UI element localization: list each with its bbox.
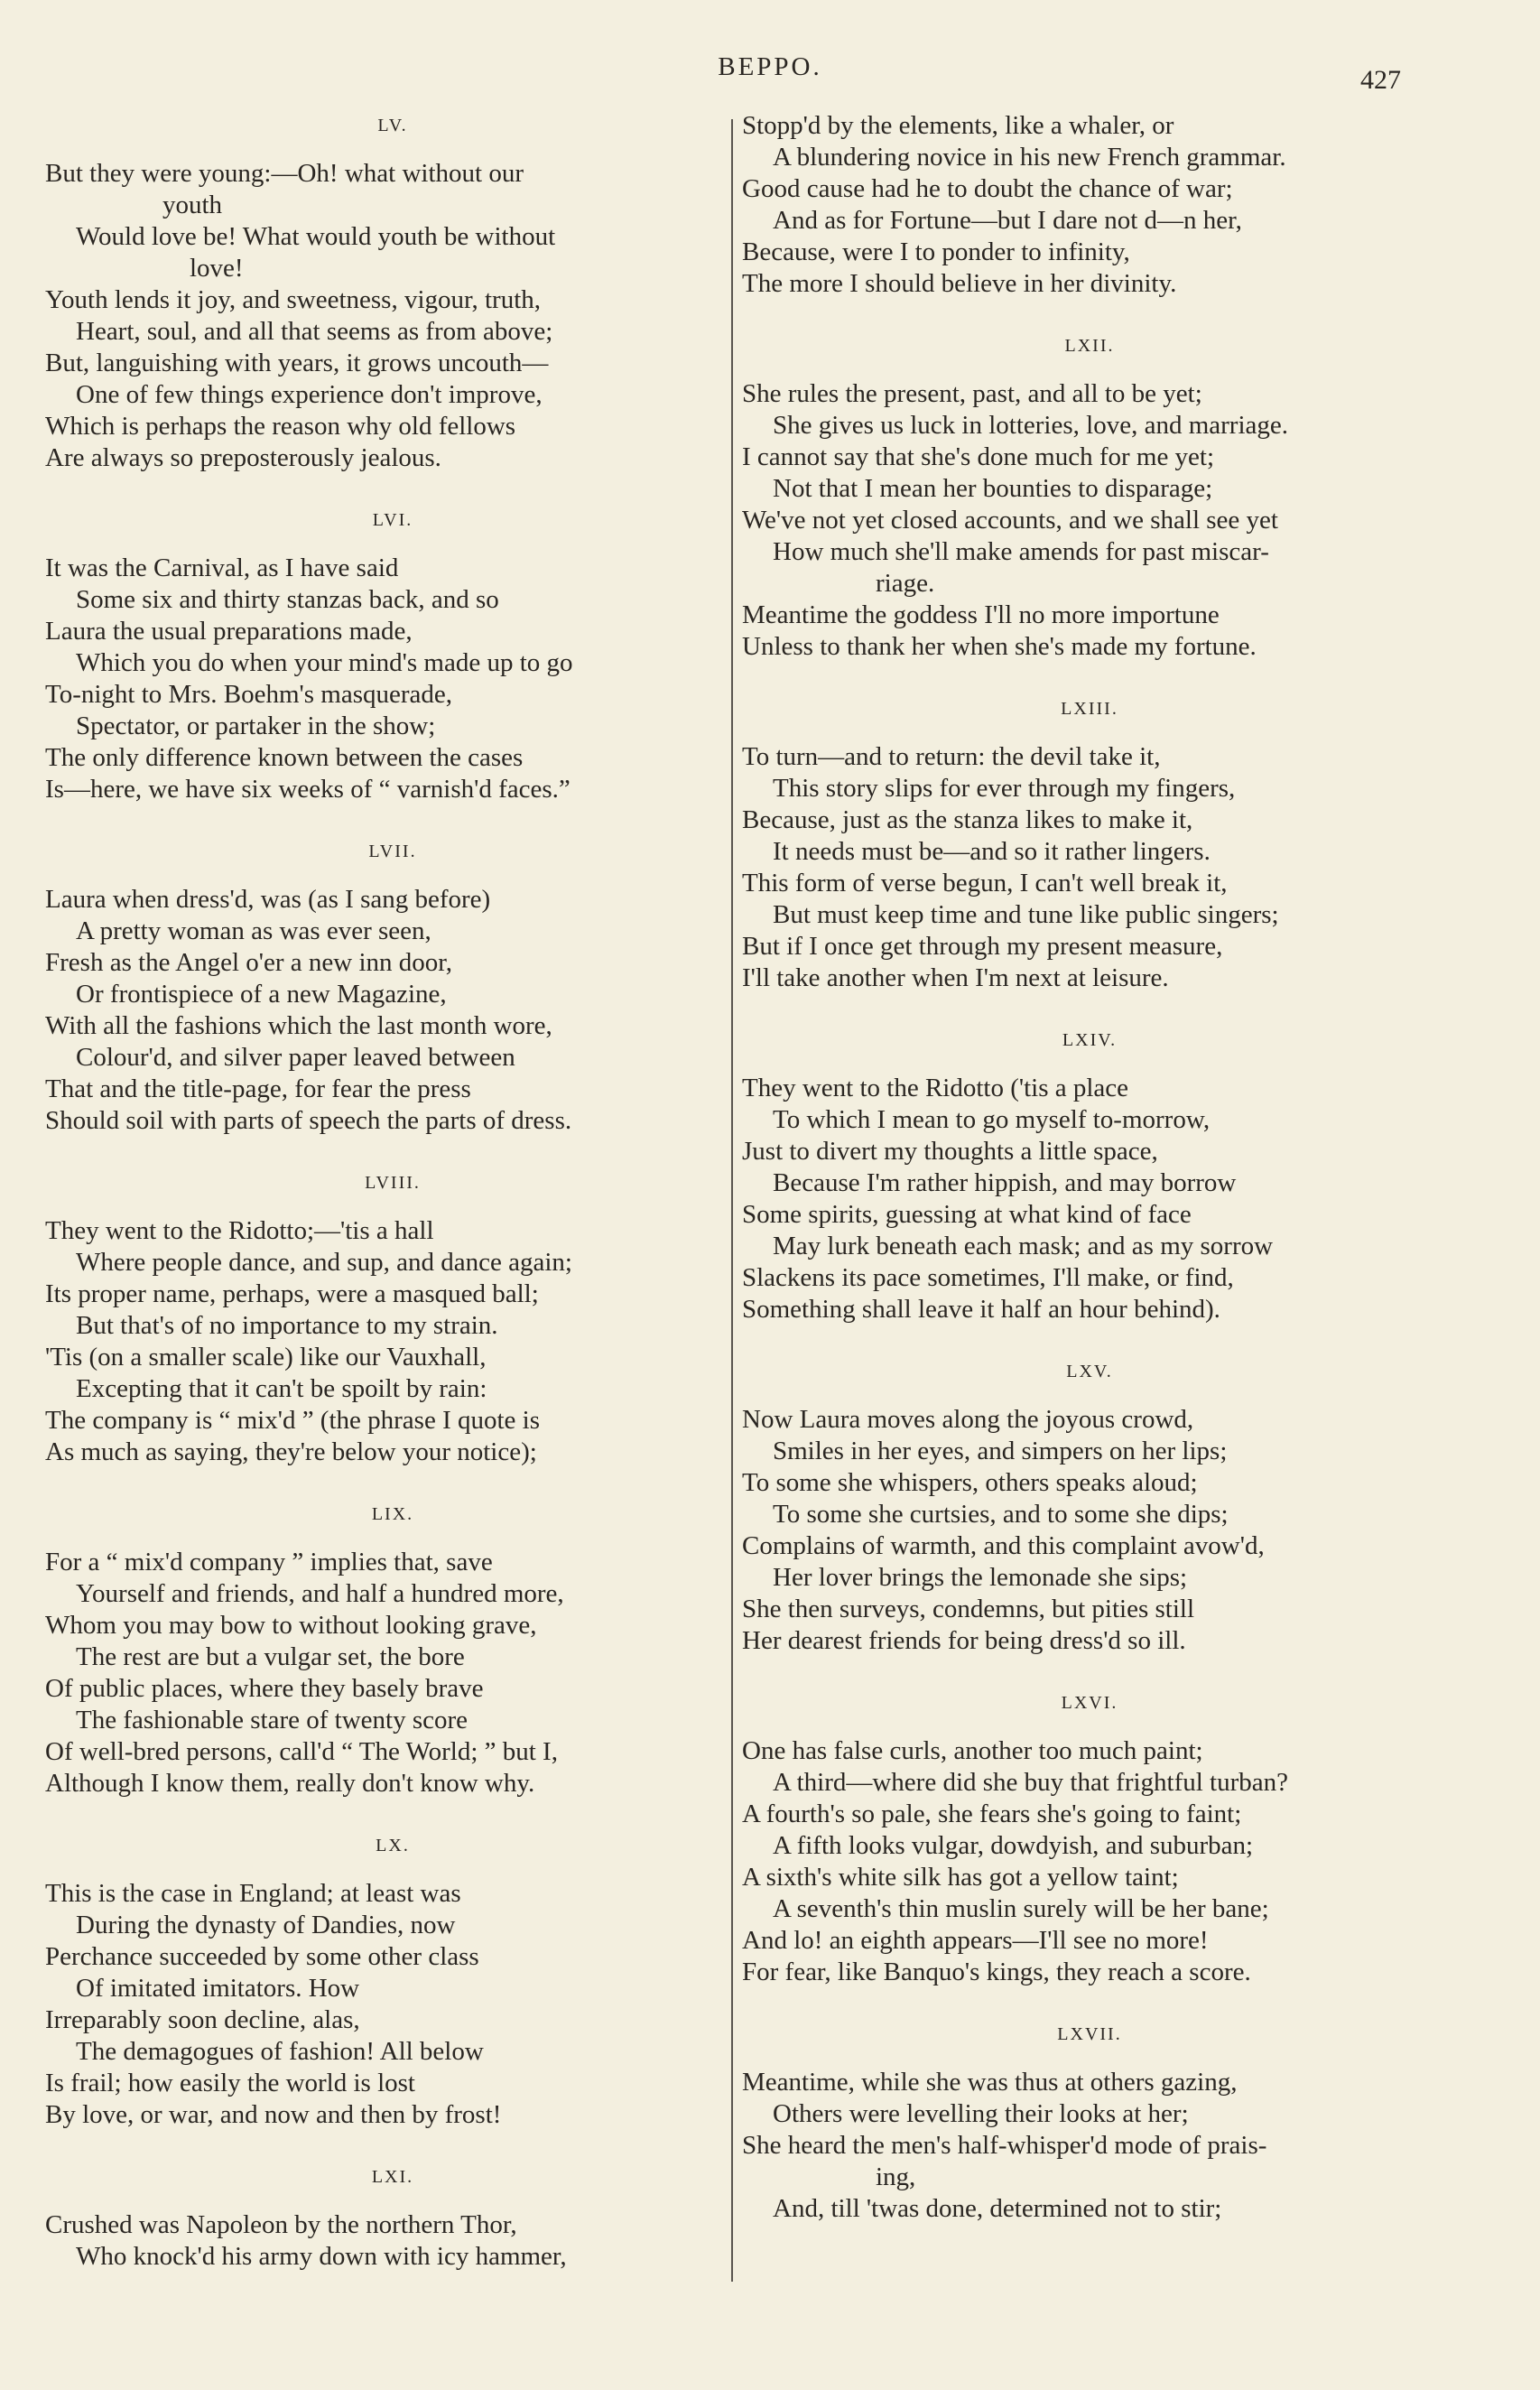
verse-line: We've not yet closed accounts, and we shall see yet xyxy=(742,506,1278,535)
stanza-numeral: LXVI. xyxy=(1061,1693,1118,1713)
verse-line: They went to the Ridotto;—'tis a hall xyxy=(45,1216,434,1245)
verse-line: The fashionable stare of twenty score xyxy=(76,1706,468,1734)
verse-line: Her lover brings the lemonade she sips; xyxy=(773,1563,1188,1592)
verse-line: Who knock'd his army down with icy hammer, xyxy=(76,2242,567,2271)
verse-line: Meantime the goddess I'll no more importune xyxy=(742,600,1220,629)
verse-line: I cannot say that she's done much for me yet; xyxy=(742,442,1215,471)
verse-line: The only difference known between the cases xyxy=(45,743,524,772)
verse-line: It needs must be—and so it rather lingers. xyxy=(773,837,1211,866)
verse-line: Its proper name, perhaps, were a masqued ball; xyxy=(45,1279,539,1308)
verse-line: To some she whispers, others speaks aloud; xyxy=(742,1468,1198,1497)
stanza-lxv xyxy=(742,1362,1437,1657)
verse-line: Meantime, while she was thus at others gazing, xyxy=(742,2068,1238,2097)
verse-line: During the dynasty of Dandies, now xyxy=(76,1911,456,1939)
verse-line: A fifth looks vulgar, dowdyish, and suburban; xyxy=(773,1831,1254,1860)
stanza-numeral: LIX. xyxy=(371,1504,414,1524)
stanza-numeral: LXI. xyxy=(371,2167,414,2187)
page-number: 427 xyxy=(1360,65,1401,95)
verse-line: Youth lends it joy, and sweetness, vigour, truth, xyxy=(45,285,542,314)
verse-line: A third—where did she buy that frightful turban? xyxy=(773,1768,1289,1797)
left-column xyxy=(45,116,740,2309)
verse-line: For a “ mix'd company ” implies that, save xyxy=(45,1548,493,1576)
stanza-lviii xyxy=(45,1173,740,1468)
verse-line: To-night to Mrs. Boehm's masquerade, xyxy=(45,680,453,709)
verse-line: Complains of warmth, and this complaint avow'd, xyxy=(742,1531,1265,1560)
verse-line: Laura the usual preparations made, xyxy=(45,617,413,646)
stanza-numeral: LXII. xyxy=(1064,336,1115,356)
stanza-lxiv xyxy=(742,1030,1437,1325)
verse-line: Unless to thank her when she's made my fortune. xyxy=(742,632,1257,661)
verse-line: With all the fashions which the last month wore, xyxy=(45,1011,552,1040)
verse-line: Now Laura moves along the joyous crowd, xyxy=(742,1405,1194,1434)
stanza-numeral: LX. xyxy=(376,1836,410,1855)
verse-line: And, till 'twas done, determined not to stir; xyxy=(773,2194,1222,2223)
stanza-lvi xyxy=(45,510,740,805)
verse-line: But must keep time and tune like public singers; xyxy=(773,900,1279,929)
verse-line: That and the title-page, for fear the press xyxy=(45,1074,471,1103)
verse-line: Some six and thirty stanzas back, and so xyxy=(76,585,499,614)
verse-line: To which I mean to go myself to-morrow, xyxy=(773,1105,1211,1134)
verse-line: Because I'm rather hippish, and may borrow xyxy=(773,1168,1237,1197)
verse-line: As much as saying, they're below your notice); xyxy=(45,1437,537,1466)
verse-line xyxy=(45,158,740,190)
verse-line: Whom you may bow to without looking grave, xyxy=(45,1611,537,1640)
stanza-numeral: LV. xyxy=(377,116,408,135)
verse-line: Some spirits, guessing at what kind of face xyxy=(742,1200,1192,1229)
right-column xyxy=(742,110,1437,2261)
verse-line: Just to divert my thoughts a little space, xyxy=(742,1137,1158,1166)
verse-line: But, languishing with years, it grows uncouth— xyxy=(45,349,549,377)
verse-line: A fourth's so pale, she fears she's going to faint; xyxy=(742,1799,1242,1828)
verse-line: Good cause had he to doubt the chance of war; xyxy=(742,174,1233,203)
verse-line: Smiles in her eyes, and simpers on her lips; xyxy=(773,1437,1228,1465)
verse-line: The company is “ mix'd ” (the phrase I quote is xyxy=(45,1406,541,1435)
verse-line: To turn—and to return: the devil take it, xyxy=(742,742,1161,771)
verse-line: Would love be! What would youth be without xyxy=(76,222,556,251)
verse-line: Is—here, we have six weeks of “ varnish'd faces.” xyxy=(45,775,571,804)
stanza-lvii xyxy=(45,842,740,1137)
verse-line: Of imitated imitators. How xyxy=(76,1974,360,2003)
verse-line: Of well-bred persons, call'd “ The World; ” but I, xyxy=(45,1737,558,1766)
verse-line: This story slips for ever through my fingers, xyxy=(773,774,1236,803)
stanza-lix xyxy=(45,1504,740,1799)
stanza-lxvii xyxy=(742,2024,1437,2225)
verse-line: Laura when dress'd, was (as I sang before) xyxy=(45,885,491,914)
stanza-numeral: LXIV. xyxy=(1062,1030,1118,1050)
verse-line: Which you do when your mind's made up to go xyxy=(76,648,573,677)
verse-line: May lurk beneath each mask; and as my sorrow xyxy=(773,1232,1274,1260)
verse-line: She gives us luck in lotteries, love, and marriage. xyxy=(773,411,1288,440)
verse-line: And lo! an eighth appears—I'll see no more! xyxy=(742,1926,1209,1955)
verse-line: Something shall leave it half an hour behind). xyxy=(742,1295,1220,1324)
verse-line: Is frail; how easily the world is lost xyxy=(45,2069,415,2097)
verse-line: Should soil with parts of speech the parts of dress. xyxy=(45,1106,572,1135)
verse-line: Excepting that it can't be spoilt by rain: xyxy=(76,1374,487,1403)
verse-line: A sixth's white silk has got a yellow taint; xyxy=(742,1863,1179,1892)
verse-line: riage. xyxy=(876,569,935,598)
stanza-numeral: LXV. xyxy=(1066,1362,1113,1381)
verse-line: Or frontispiece of a new Magazine, xyxy=(76,980,447,1009)
verse-line: And as for Fortune—but I dare not d—n her, xyxy=(773,206,1242,235)
verse-line: Others were levelling their looks at her; xyxy=(773,2099,1189,2128)
verse-line: But if I once get through my present measure, xyxy=(742,932,1223,961)
verse-line: Although I know them, really don't know why. xyxy=(45,1769,535,1798)
verse-line: Fresh as the Angel o'er a new inn door, xyxy=(45,948,453,977)
stanza-numeral: LXIII. xyxy=(1061,699,1118,719)
stanza-lx xyxy=(45,1836,740,2131)
verse-line: One has false curls, another too much paint; xyxy=(742,1736,1203,1765)
verse-line: Her dearest friends for being dress'd so ill. xyxy=(742,1626,1186,1655)
verse-line: Where people dance, and sup, and dance again; xyxy=(76,1248,572,1277)
stanza-numeral: LVII. xyxy=(368,842,417,861)
verse-line: She then surveys, condemns, but pities still xyxy=(742,1595,1195,1623)
verse-line: The rest are but a vulgar set, the bore xyxy=(76,1642,465,1671)
verse-line: Colour'd, and silver paper leaved between xyxy=(76,1043,515,1072)
verse-line: Perchance succeeded by some other class xyxy=(45,1942,479,1971)
verse-line: To some she curtsies, and to some she dips; xyxy=(773,1500,1229,1529)
verse-line: A seventh's thin muslin surely will be her bane; xyxy=(773,1894,1269,1923)
verse-line: Spectator, or partaker in the show; xyxy=(76,711,436,740)
verse-line: This is the case in England; at least was xyxy=(45,1879,461,1908)
verse-line: Are always so preposterously jealous. xyxy=(45,443,441,472)
verse-line: She heard the men's half-whisper'd mode of prais- xyxy=(742,2131,1267,2160)
verse-line: 'Tis (on a smaller scale) like our Vauxhall, xyxy=(45,1343,487,1372)
verse-line: It was the Carnival, as I have said xyxy=(45,553,399,582)
verse-line: Stopp'd by the elements, like a whaler, or xyxy=(742,111,1174,140)
verse-line: The demagogues of fashion! All below xyxy=(76,2037,484,2066)
verse-line: youth xyxy=(162,191,223,219)
verse-line: But that's of no importance to my strain. xyxy=(76,1311,498,1340)
stanza-lxiii xyxy=(742,699,1437,994)
verse-line: They went to the Ridotto ('tis a place xyxy=(742,1074,1129,1102)
stanza-lxi xyxy=(45,2167,740,2273)
verse-line: love! xyxy=(190,254,244,283)
verse-line: This form of verse begun, I can't well break it, xyxy=(742,869,1228,897)
verse-line: The more I should believe in her divinity. xyxy=(742,269,1177,298)
verse-line: One of few things experience don't improve, xyxy=(76,380,543,409)
verse-line: Yourself and friends, and half a hundred more, xyxy=(76,1579,564,1608)
verse-line: Which is perhaps the reason why old fellows xyxy=(45,412,516,441)
stanza-lv xyxy=(45,116,740,474)
stanza-numeral: LXVII. xyxy=(1057,2024,1122,2044)
verse-line: Because, were I to ponder to infinity, xyxy=(742,237,1130,266)
verse-line: How much she'll make amends for past miscar- xyxy=(773,537,1269,566)
stanza-lxvi xyxy=(742,1693,1437,1988)
stanza-numeral: LVI. xyxy=(372,510,413,530)
stanza-lxii xyxy=(742,336,1437,663)
verse-line: A blundering novice in his new French grammar. xyxy=(773,143,1286,172)
verse-line: A pretty woman as was ever seen, xyxy=(76,916,431,945)
verse-line: Slackens its pace sometimes, I'll make, or find, xyxy=(742,1263,1234,1292)
verse-line: She rules the present, past, and all to be yet; xyxy=(742,379,1202,408)
verse-text: But they were young:—Oh! what without our xyxy=(45,159,524,188)
verse-line: Crushed was Napoleon by the northern Thor, xyxy=(45,2210,517,2239)
verse-line: Heart, soul, and all that seems as from above; xyxy=(76,317,553,346)
verse-line: Because, just as the stanza likes to make it, xyxy=(742,805,1193,834)
verse-line: Of public places, where they basely brave xyxy=(45,1674,484,1703)
verse-line: For fear, like Banquo's kings, they reach a score. xyxy=(742,1958,1251,1986)
stanza-lxi-continued xyxy=(742,110,1437,300)
verse-line: ing, xyxy=(876,2162,916,2191)
running-title: BEPPO. xyxy=(718,52,822,81)
verse-line: Not that I mean her bounties to disparage; xyxy=(773,474,1213,503)
verse-line: Irreparably soon decline, alas, xyxy=(45,2005,360,2034)
stanza-numeral: LVIII. xyxy=(365,1173,421,1193)
verse-line: By love, or war, and now and then by frost! xyxy=(45,2100,502,2129)
verse-line: I'll take another when I'm next at leisure. xyxy=(742,963,1169,992)
